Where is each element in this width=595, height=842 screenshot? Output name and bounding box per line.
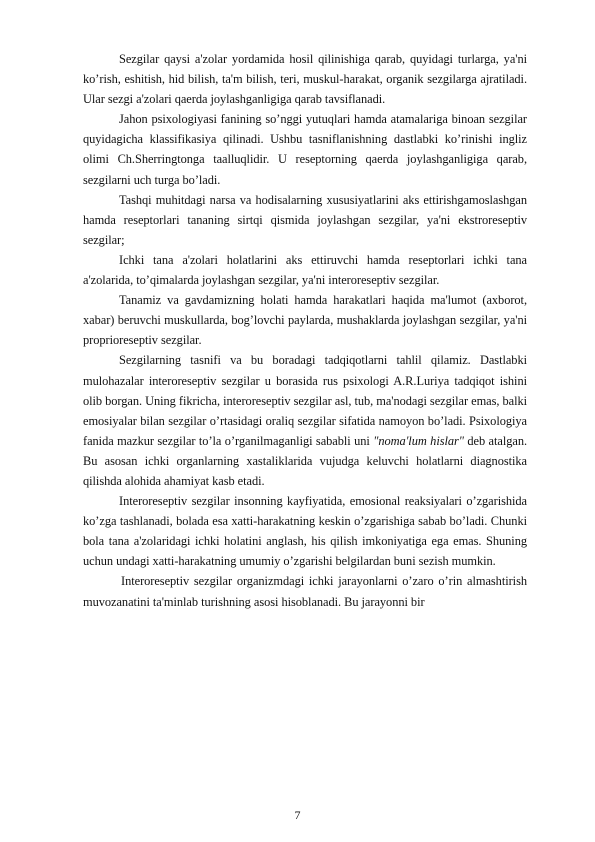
paragraph-exteroceptive: Tashqi muhitdagi narsa va hodisalarning xususiyatlarini aks ettirishgamoslashgan hamda reseptorlari tananing sirtqi qismida joylashgan sezgilar, ya'ni ekstroreseptiv sezgilar; — [83, 192, 527, 247]
paragraph-luriya-text-after: deb atalgan. Bu asosan ichki organlarning xastaliklarida vujudga keluvchi holatlarni diagnostika qilishda alohida ahamiyat kasb etadi. — [83, 433, 528, 488]
document-page — [83, 49, 527, 612]
paragraph-luriya-research — [83, 350, 527, 491]
paragraph-classification: Jahon psixologiyasi fanining so’nggi yutuqlari hamda atamalariga binoan sezgilar quyidagicha klassifikasiya qilinadi. Ushbu tasniflanishning dastlabki ko’rinishi ingliz olimi Ch.Sherringtonga taalluqlidir. U reseptorning qaerda joylashganligiga qarab, sezgilarni uch turga bo’ladi. — [83, 112, 527, 187]
paragraph-interoceptive-mood: Interoreseptiv sezgilar insonning kayfiyatida, emosional reaksiyalari o’zgarishida ko’zga tashlanadi, bolada esa xatti-harakatning keskin o’zgarishiga sabab bo’ladi. Chunki bola tana a'zolaridagi ichki holatini anglash, his qilish imkoniyatiga ega emas. Shuning uchun undagi xatti-harakatning umumiy o’zgarishi belgilardan buni sezish mumkin. — [83, 494, 527, 569]
paragraph-interoceptive: Ichki tana a'zolari holatlarini aks ettiruvchi hamda reseptorlari ichki tana a'zolarida, to’qimalarda joylashgan sezgilar, ya'ni interoreseptiv sezgilar. — [83, 252, 527, 288]
paragraph-sense-organs: Sezgilar qaysi a'zolar yordamida hosil qilinishiga qarab, quyidagi turlarga, ya'ni ko’rish, eshitish, hid bilish, ta'm bilish, teri, muskul-harakat, organik sezgilarga ajratiladi. Ular sezgi a'zolari qaerda joylashganligiga qarab tavsiflanadi. — [83, 52, 527, 107]
paragraph-luriya-text-before: Sezgilarning tasnifi va bu boradagi tadqiqotlarni tahlil qilamiz. Dastlabki mulohazalar interoreseptiv sezgilar u borasida rus psixologi A.R.Luriya tadqiqot ishini olib borgan. Uning fikricha, interoreseptiv sezgilar asl, tub, ma'nodagi sezgilar emas, balki emosiyalar bilan sezgilar o’rtasidagi oraliq sezgilar sifatida namoyon bo’ladi. Psixologiya fanida mazkur sezgilar to’la o’rganilmaganligi sababli uni — [83, 353, 527, 448]
page-number: 7 — [294, 808, 301, 822]
paragraph-proprioceptive: Tanamiz va gavdamizning holati hamda harakatlari haqida ma'lumot (axborot, xabar) beruvchi muskullarda, bog’lovchi paylarda, mushaklarda joylashgan sezgilar, ya'ni proprioreseptiv sezgilar. — [83, 293, 527, 348]
quoted-term-unknown-feelings: "noma'lum hislar" — [373, 433, 464, 448]
paragraph-interoceptive-balance: Interoreseptiv sezgilar organizmdagi ichki jarayonlarni o’zaro o’rin almashtirish muvozanatini ta'minlab turishning asosi hisoblanadi. Bu jarayonni bir — [83, 574, 527, 609]
